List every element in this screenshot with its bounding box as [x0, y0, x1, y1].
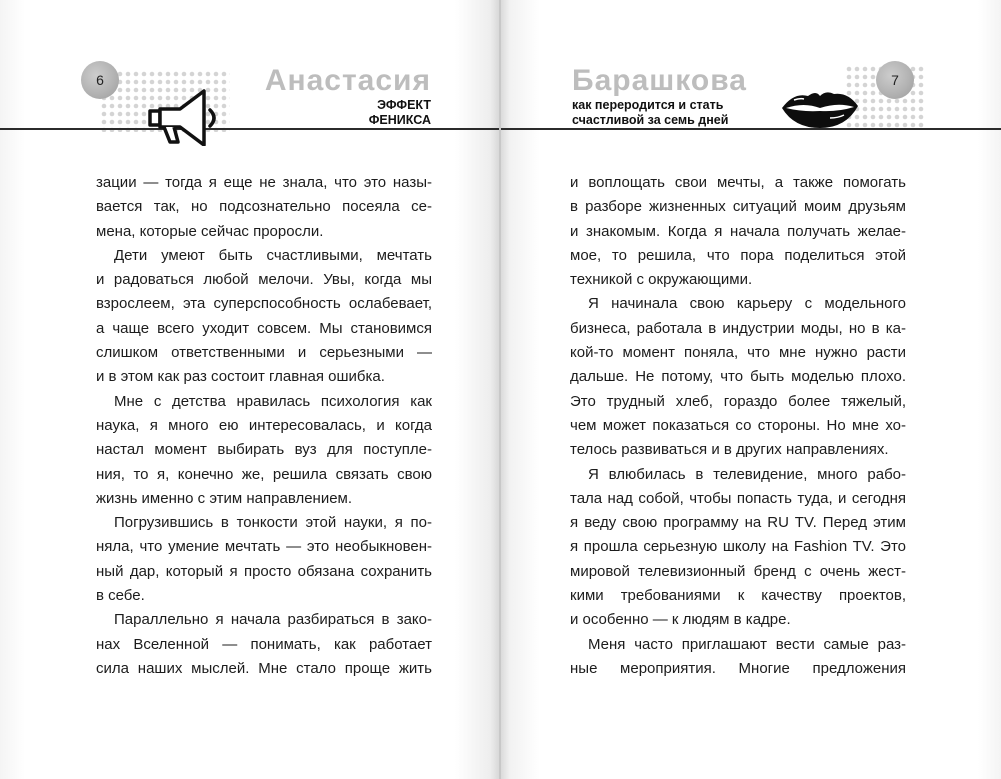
page-number [876, 61, 914, 99]
text-line: в себе. [96, 587, 145, 605]
header-author: Барашкова [572, 64, 747, 97]
text-line: кой-то момент поняла, что мне нужно расти [570, 344, 906, 362]
text-line: техникой с окружающими. [570, 271, 753, 289]
text-line: кими требованиями к качеству проектов, [570, 587, 906, 605]
page-number-label: 7 [891, 72, 899, 88]
text-line: ные мероприятия. Многие предложения [570, 659, 906, 677]
text-line: я веду свою программу на RU TV. Перед этим [570, 514, 906, 532]
text-line: и в этом как раз состоит главная ошибка. [96, 368, 385, 386]
text-line: и знакомым. Когда я начала получать желае- [570, 222, 906, 240]
text-line: бизнеса, работала в индустрии моды, но в ка- [570, 319, 906, 337]
text-line: дальше. Не потому, что быть моделью плохо. [570, 368, 906, 386]
page-number-label: 6 [96, 72, 104, 88]
text-line: Параллельно я начала разбираться в зако- [114, 611, 432, 629]
header-line: счастливой за семь дней [572, 113, 729, 127]
text-line: ния, то я, конечно же, решила связать свою [96, 465, 432, 483]
text-line: и особенно — к людям в кадре. [570, 611, 791, 629]
text-line: наука, я много ею интересовалась, и когда [96, 416, 432, 434]
text-line: зации — тогда я еще не знала, что это назы- [96, 174, 432, 191]
book-gutter [499, 0, 501, 779]
body-text [96, 171, 432, 681]
header-rule [500, 128, 1001, 130]
header-author: Анастасия [264, 64, 431, 97]
lips-icon [780, 88, 860, 130]
text-line: Мне с детства нравилась психология как [114, 392, 432, 410]
text-line: в разборе жизненных ситуаций моим друзьям [570, 198, 906, 216]
text-line: Погрузившись в тонкости этой науки, я по- [114, 514, 432, 532]
text-line: и воплощать свои мечты, а также помогать [570, 174, 906, 191]
text-line: мое, то решила, что пора поделиться этой [570, 246, 906, 264]
text-line: я прошла серьезную школу на Fashion TV. Это [570, 538, 906, 556]
text-line: Это трудный хлеб, гораздо более тяжелый, [570, 392, 906, 410]
text-line: вается так, но подсознательно посеяла се- [96, 198, 432, 216]
text-line: нах Вселенной — понимать, как работает [96, 635, 432, 653]
text-line: тала над собой, чтобы попасть туда, и сегодня [570, 489, 906, 507]
page-number [81, 61, 119, 99]
text-line: слишком ответственными и серьезными — [96, 344, 432, 362]
text-line: жизнь именно с этим направлением. [96, 489, 353, 507]
header-line: ФЕНИКСА [368, 113, 431, 127]
header-book-subtitle [572, 98, 728, 128]
header-book-title [369, 98, 431, 128]
text-line: мена, которые сейчас проросли. [96, 222, 324, 240]
text-line: сила наших мыслей. Мне стало проще жить [96, 659, 432, 677]
text-line: мировой телевизионный бренд с очень жест- [570, 562, 906, 580]
header-line: ЭФФЕКТ [377, 98, 431, 112]
text-line: телось развиваться и в других направлениях. [570, 441, 889, 459]
text-line: няла, что умение мечтать — это необыкновен- [96, 538, 432, 556]
header-rule [0, 128, 500, 130]
header-line: как переродится и стать [572, 98, 724, 112]
right-page [500, 0, 1001, 779]
text-line: а чаще всего уходит совсем. Мы становимся [96, 319, 432, 337]
text-line: чем может показаться со стороны. Но мне хо- [570, 416, 906, 434]
text-line: взрослеем, эта суперспособность ослабевает, [96, 295, 432, 313]
text-line: Меня часто приглашают вести самые раз- [588, 635, 906, 653]
text-line: и радоваться любой мелочи. Увы, когда мы [96, 271, 432, 289]
text-line: Я начинала свою карьеру с модельного [588, 295, 906, 313]
text-line: Дети умеют быть счастливыми, мечтать [114, 246, 432, 264]
text-line: настал момент выбирать вуз для поступле- [96, 441, 432, 459]
megaphone-icon [146, 84, 224, 146]
left-page [0, 0, 500, 779]
text-line: ный дар, который я просто обязана сохранить [96, 562, 432, 580]
text-line: Я влюбилась в телевидение, много рабо- [588, 465, 906, 483]
body-text [570, 171, 906, 681]
